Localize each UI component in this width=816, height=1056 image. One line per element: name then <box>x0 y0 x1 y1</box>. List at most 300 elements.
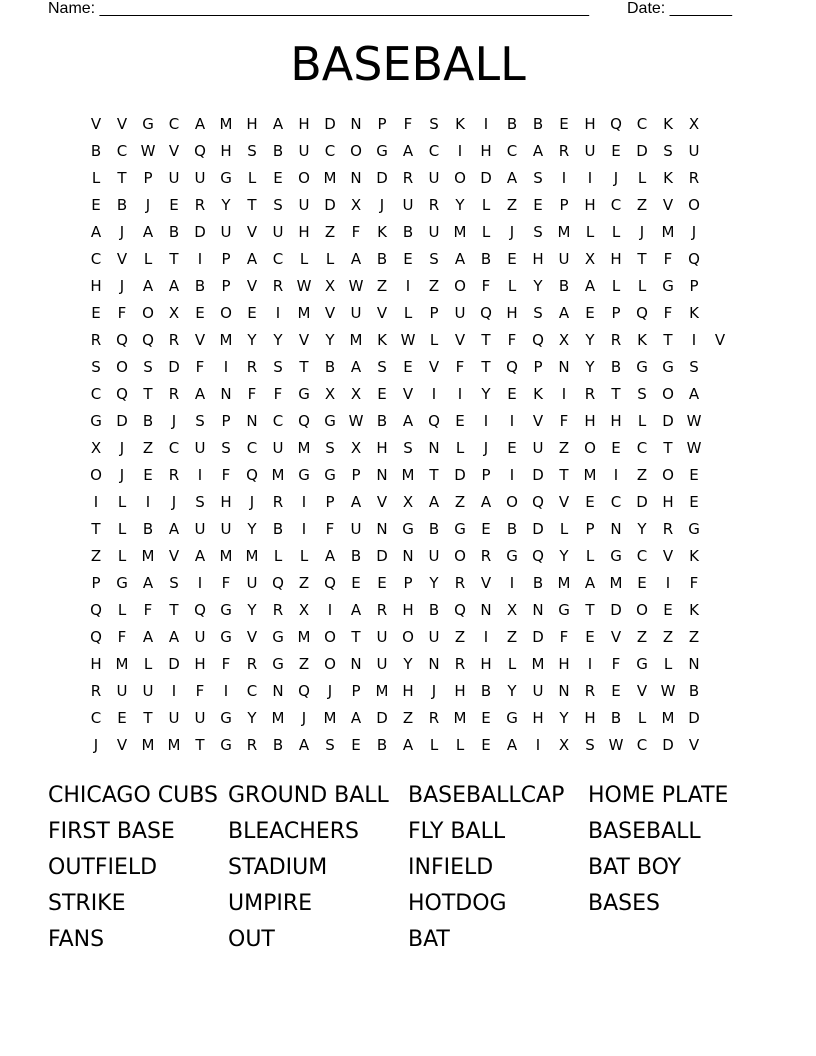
grid-row <box>83 384 733 411</box>
grid-letter: P <box>559 196 569 214</box>
grid-letter: L <box>117 547 127 565</box>
grid-letter: A <box>194 385 206 403</box>
grid-letter: Q <box>636 304 648 322</box>
page-title: BASEBALL <box>290 37 526 91</box>
grid-letter: W <box>348 277 364 295</box>
grid-letter: Q <box>532 493 544 511</box>
grid-letter: U <box>688 142 700 160</box>
grid-letter: R <box>246 358 258 376</box>
grid-letter: M <box>661 709 675 727</box>
grid-letter: R <box>272 601 284 619</box>
grid-letter: S <box>325 439 335 457</box>
grid-letter: U <box>142 682 154 700</box>
grid-row <box>83 708 733 735</box>
grid-letter: N <box>350 115 362 133</box>
grid-letter: I <box>197 466 203 484</box>
grid-letter: J <box>509 223 515 241</box>
grid-letter: S <box>273 196 283 214</box>
grid-letter: Z <box>142 439 154 457</box>
grid-letter: Z <box>636 196 648 214</box>
grid-letter: P <box>221 250 231 268</box>
grid-letter: A <box>402 412 414 430</box>
grid-letter: E <box>585 304 595 322</box>
grid-letter: Q <box>116 331 128 349</box>
grid-letter: S <box>247 142 257 160</box>
grid-letter: Y <box>325 331 335 349</box>
grid-letter: X <box>688 115 700 133</box>
grid-letter: X <box>90 439 102 457</box>
word-bank-item: HOTDOG <box>408 891 507 916</box>
grid-letter: E <box>273 169 283 187</box>
word-bank-item: HOME PLATE <box>588 783 729 808</box>
grid-letter: F <box>117 628 127 646</box>
grid-letter: Z <box>506 628 518 646</box>
grid-letter: V <box>662 547 674 565</box>
grid-letter: D <box>324 115 336 133</box>
grid-letter: X <box>324 385 336 403</box>
grid-letter: O <box>298 169 310 187</box>
name-field-label: Name: _______________________________________________________ <box>48 0 589 17</box>
grid-letter: H <box>662 493 674 511</box>
grid-letter: O <box>116 358 128 376</box>
grid-letter: Z <box>662 628 674 646</box>
grid-letter: E <box>195 304 205 322</box>
grid-letter: V <box>246 628 258 646</box>
word-bank-row <box>48 778 788 814</box>
grid-letter: Z <box>376 277 388 295</box>
grid-letter: P <box>403 574 413 592</box>
grid-letter: G <box>636 358 648 376</box>
grid-letter: A <box>142 628 154 646</box>
grid-letter: R <box>558 142 570 160</box>
grid-letter: H <box>558 655 570 673</box>
grid-letter: E <box>585 493 595 511</box>
grid-letter: W <box>608 736 624 754</box>
grid-letter: N <box>376 466 388 484</box>
grid-letter: X <box>558 736 570 754</box>
grid-letter: Z <box>298 574 310 592</box>
grid-letter: C <box>428 142 440 160</box>
grid-letter: U <box>246 574 258 592</box>
grid-letter: F <box>221 574 231 592</box>
grid-letter: Y <box>637 520 647 538</box>
grid-letter: R <box>194 196 206 214</box>
word-search-grid <box>83 114 733 762</box>
grid-letter: I <box>483 628 489 646</box>
grid-letter: D <box>116 412 128 430</box>
grid-letter: J <box>119 466 125 484</box>
grid-letter: L <box>481 196 491 214</box>
grid-letter: C <box>90 385 102 403</box>
grid-letter: A <box>194 547 206 565</box>
grid-letter: G <box>298 466 310 484</box>
word-bank-item: BAT <box>408 927 450 952</box>
grid-letter: T <box>299 358 309 376</box>
word-bank-item: BASES <box>588 891 660 916</box>
grid-letter: E <box>481 736 491 754</box>
grid-letter: Y <box>247 709 257 727</box>
worksheet-header <box>48 0 748 20</box>
grid-letter: L <box>507 655 517 673</box>
grid-letter: J <box>483 439 489 457</box>
grid-letter: F <box>195 358 205 376</box>
grid-letter: E <box>559 115 569 133</box>
grid-letter: T <box>91 520 101 538</box>
grid-letter: X <box>350 439 362 457</box>
grid-letter: Z <box>90 547 102 565</box>
grid-letter: D <box>662 736 674 754</box>
grid-letter: T <box>481 331 491 349</box>
grid-letter: L <box>637 277 647 295</box>
grid-letter: Y <box>585 358 595 376</box>
grid-letter: L <box>637 169 647 187</box>
grid-letter: B <box>506 115 518 133</box>
grid-letter: H <box>376 439 388 457</box>
grid-letter: B <box>428 601 440 619</box>
grid-letter: N <box>688 655 700 673</box>
grid-letter: G <box>272 628 284 646</box>
grid-letter: R <box>168 331 180 349</box>
grid-letter: Q <box>116 385 128 403</box>
grid-letter: J <box>119 223 125 241</box>
grid-letter: R <box>90 331 102 349</box>
grid-letter: E <box>585 628 595 646</box>
grid-letter: W <box>660 682 676 700</box>
grid-letter: S <box>377 358 387 376</box>
grid-letter: C <box>246 439 258 457</box>
grid-letter: E <box>689 493 699 511</box>
grid-letter: Z <box>298 655 310 673</box>
grid-letter: M <box>661 223 675 241</box>
grid-letter: U <box>558 250 570 268</box>
grid-letter: G <box>220 169 232 187</box>
grid-letter: I <box>197 574 203 592</box>
grid-letter: D <box>376 709 388 727</box>
grid-letter: F <box>403 115 413 133</box>
grid-letter: L <box>247 169 257 187</box>
grid-letter: M <box>219 331 233 349</box>
grid-letter: A <box>168 277 180 295</box>
grid-letter: Y <box>247 331 257 349</box>
grid-letter: U <box>116 682 128 700</box>
grid-letter: B <box>376 736 388 754</box>
grid-letter: D <box>168 655 180 673</box>
grid-letter: Q <box>532 547 544 565</box>
grid-letter: B <box>168 223 180 241</box>
grid-letter: A <box>350 601 362 619</box>
grid-letter: S <box>637 385 647 403</box>
grid-letter: U <box>194 709 206 727</box>
grid-letter: U <box>298 196 310 214</box>
grid-letter: G <box>142 115 154 133</box>
grid-row <box>83 411 733 438</box>
grid-letter: H <box>246 115 258 133</box>
grid-letter: S <box>143 358 153 376</box>
grid-letter: H <box>584 196 596 214</box>
grid-letter: E <box>481 520 491 538</box>
grid-letter: V <box>636 682 648 700</box>
grid-letter: Z <box>402 709 414 727</box>
grid-letter: I <box>613 466 619 484</box>
grid-letter: J <box>119 439 125 457</box>
grid-letter: M <box>115 655 129 673</box>
grid-letter: E <box>455 412 465 430</box>
grid-letter: B <box>532 115 544 133</box>
grid-letter: Z <box>428 277 440 295</box>
grid-letter: W <box>400 331 416 349</box>
grid-letter: E <box>663 601 673 619</box>
grid-letter: L <box>611 277 621 295</box>
grid-letter: B <box>272 736 284 754</box>
grid-letter: F <box>481 277 491 295</box>
grid-letter: E <box>377 385 387 403</box>
grid-letter: T <box>663 331 673 349</box>
grid-letter: I <box>327 601 333 619</box>
grid-letter: L <box>143 655 153 673</box>
grid-letter: I <box>587 169 593 187</box>
grid-letter: R <box>584 385 596 403</box>
grid-letter: V <box>376 304 388 322</box>
grid-letter: T <box>351 628 361 646</box>
word-bank-item: BAT BOY <box>588 855 682 880</box>
grid-letter: D <box>376 547 388 565</box>
grid-letter: X <box>168 304 180 322</box>
grid-letter: M <box>167 736 181 754</box>
grid-letter: R <box>662 520 674 538</box>
grid-letter: E <box>117 709 127 727</box>
grid-row <box>83 303 733 330</box>
grid-letter: M <box>219 547 233 565</box>
grid-row <box>83 276 733 303</box>
word-bank-item: GROUND BALL <box>228 783 389 808</box>
grid-letter: J <box>639 223 645 241</box>
grid-letter: B <box>480 682 492 700</box>
grid-letter: D <box>532 466 544 484</box>
grid-letter: O <box>324 628 336 646</box>
grid-letter: I <box>171 682 177 700</box>
grid-row <box>83 357 733 384</box>
grid-letter: J <box>93 736 99 754</box>
grid-letter: L <box>429 331 439 349</box>
grid-letter: A <box>142 277 154 295</box>
grid-letter: A <box>688 385 700 403</box>
grid-letter: T <box>559 466 569 484</box>
grid-letter: D <box>376 169 388 187</box>
grid-letter: F <box>507 331 517 349</box>
grid-letter: Q <box>454 601 466 619</box>
grid-letter: Q <box>90 601 102 619</box>
grid-letter: T <box>195 736 205 754</box>
grid-letter: B <box>506 520 518 538</box>
grid-letter: L <box>481 223 491 241</box>
grid-letter: O <box>220 304 232 322</box>
grid-letter: S <box>429 250 439 268</box>
grid-letter: U <box>428 169 440 187</box>
grid-row <box>83 222 733 249</box>
grid-letter: S <box>273 358 283 376</box>
grid-letter: Q <box>298 682 310 700</box>
grid-letter: A <box>194 115 206 133</box>
grid-letter: K <box>689 304 699 322</box>
grid-letter: V <box>116 736 128 754</box>
grid-letter: E <box>689 466 699 484</box>
word-bank-item: OUT <box>228 927 275 952</box>
grid-letter: X <box>402 493 414 511</box>
grid-letter: M <box>323 709 337 727</box>
grid-row <box>83 654 733 681</box>
grid-letter: B <box>350 547 362 565</box>
word-bank-item: OUTFIELD <box>48 855 158 880</box>
grid-letter: L <box>299 547 309 565</box>
grid-letter: S <box>533 304 543 322</box>
grid-letter: I <box>301 520 307 538</box>
grid-letter: D <box>532 628 544 646</box>
grid-letter: H <box>402 601 414 619</box>
grid-letter: V <box>324 304 336 322</box>
grid-letter: O <box>636 601 648 619</box>
grid-letter: E <box>403 250 413 268</box>
grid-letter: O <box>454 277 466 295</box>
grid-letter: I <box>301 493 307 511</box>
grid-letter: U <box>194 520 206 538</box>
grid-letter: C <box>272 412 284 430</box>
word-bank-item: BASEBALLCAP <box>408 783 565 808</box>
grid-letter: F <box>117 304 127 322</box>
grid-letter: R <box>480 547 492 565</box>
grid-letter: O <box>584 439 596 457</box>
grid-letter: Z <box>506 196 518 214</box>
grid-row <box>83 735 733 762</box>
grid-letter: A <box>168 520 180 538</box>
grid-letter: W <box>686 412 702 430</box>
word-bank-item: FANS <box>48 927 105 952</box>
grid-row <box>83 492 733 519</box>
grid-letter: I <box>145 493 151 511</box>
grid-letter: V <box>168 142 180 160</box>
grid-letter: V <box>714 331 726 349</box>
word-bank-item: UMPIRE <box>228 891 313 916</box>
grid-letter: J <box>691 223 697 241</box>
grid-letter: F <box>455 358 465 376</box>
grid-letter: M <box>375 682 389 700</box>
grid-letter: O <box>142 304 154 322</box>
grid-letter: A <box>532 142 544 160</box>
grid-letter: F <box>273 385 283 403</box>
grid-letter: M <box>583 466 597 484</box>
grid-letter: V <box>402 385 414 403</box>
grid-letter: C <box>116 142 128 160</box>
grid-letter: P <box>481 466 491 484</box>
grid-letter: N <box>376 520 388 538</box>
word-bank-row <box>48 814 788 850</box>
grid-letter: G <box>688 520 700 538</box>
grid-letter: D <box>168 358 180 376</box>
grid-letter: F <box>247 385 257 403</box>
grid-letter: O <box>662 466 674 484</box>
grid-letter: S <box>429 115 439 133</box>
grid-letter: F <box>689 574 699 592</box>
grid-letter: E <box>403 358 413 376</box>
grid-letter: U <box>298 142 310 160</box>
grid-letter: E <box>351 736 361 754</box>
grid-letter: P <box>221 277 231 295</box>
word-bank-item: CHICAGO CUBS <box>48 783 218 808</box>
grid-letter: X <box>350 385 362 403</box>
grid-letter: Y <box>559 547 569 565</box>
date-field-label: Date: _______ <box>627 0 732 17</box>
grid-letter: P <box>221 412 231 430</box>
grid-letter: L <box>403 304 413 322</box>
grid-letter: K <box>377 223 387 241</box>
grid-letter: Y <box>247 520 257 538</box>
grid-letter: M <box>609 574 623 592</box>
grid-letter: E <box>247 304 257 322</box>
grid-row <box>83 249 733 276</box>
grid-letter: W <box>296 277 312 295</box>
grid-letter: A <box>350 358 362 376</box>
grid-letter: G <box>116 574 128 592</box>
grid-letter: L <box>299 250 309 268</box>
grid-letter: V <box>480 574 492 592</box>
grid-letter: G <box>376 142 388 160</box>
grid-letter: V <box>532 412 544 430</box>
grid-letter: L <box>117 601 127 619</box>
grid-letter: K <box>689 547 699 565</box>
grid-letter: U <box>272 439 284 457</box>
grid-letter: I <box>223 682 229 700</box>
grid-letter: Y <box>455 196 465 214</box>
grid-row <box>83 195 733 222</box>
grid-letter: U <box>194 169 206 187</box>
grid-letter: Z <box>324 223 336 241</box>
grid-letter: Q <box>428 412 440 430</box>
grid-letter: P <box>533 358 543 376</box>
grid-row <box>83 681 733 708</box>
grid-letter: K <box>455 115 465 133</box>
grid-letter: O <box>454 169 466 187</box>
grid-letter: V <box>116 250 128 268</box>
grid-letter: X <box>506 601 518 619</box>
grid-letter: E <box>507 385 517 403</box>
grid-letter: A <box>298 736 310 754</box>
grid-letter: F <box>195 682 205 700</box>
word-bank-item: FLY BALL <box>408 819 506 844</box>
grid-letter: I <box>535 736 541 754</box>
grid-letter: V <box>558 493 570 511</box>
grid-letter: G <box>506 709 518 727</box>
grid-letter: J <box>119 277 125 295</box>
grid-letter: E <box>91 304 101 322</box>
grid-letter: T <box>585 601 595 619</box>
grid-letter: A <box>142 223 154 241</box>
word-bank-item: BLEACHERS <box>228 819 359 844</box>
word-bank-row <box>48 922 788 958</box>
grid-letter: Q <box>246 466 258 484</box>
grid-letter: Q <box>324 574 336 592</box>
grid-letter: I <box>93 493 99 511</box>
grid-letter: I <box>587 655 593 673</box>
grid-letter: E <box>637 574 647 592</box>
grid-letter: M <box>297 628 311 646</box>
grid-letter: J <box>613 169 619 187</box>
grid-letter: C <box>90 709 102 727</box>
grid-letter: F <box>221 466 231 484</box>
grid-letter: Y <box>559 709 569 727</box>
grid-letter: O <box>688 196 700 214</box>
grid-letter: M <box>141 736 155 754</box>
grid-letter: Q <box>194 142 206 160</box>
grid-letter: Z <box>636 628 648 646</box>
